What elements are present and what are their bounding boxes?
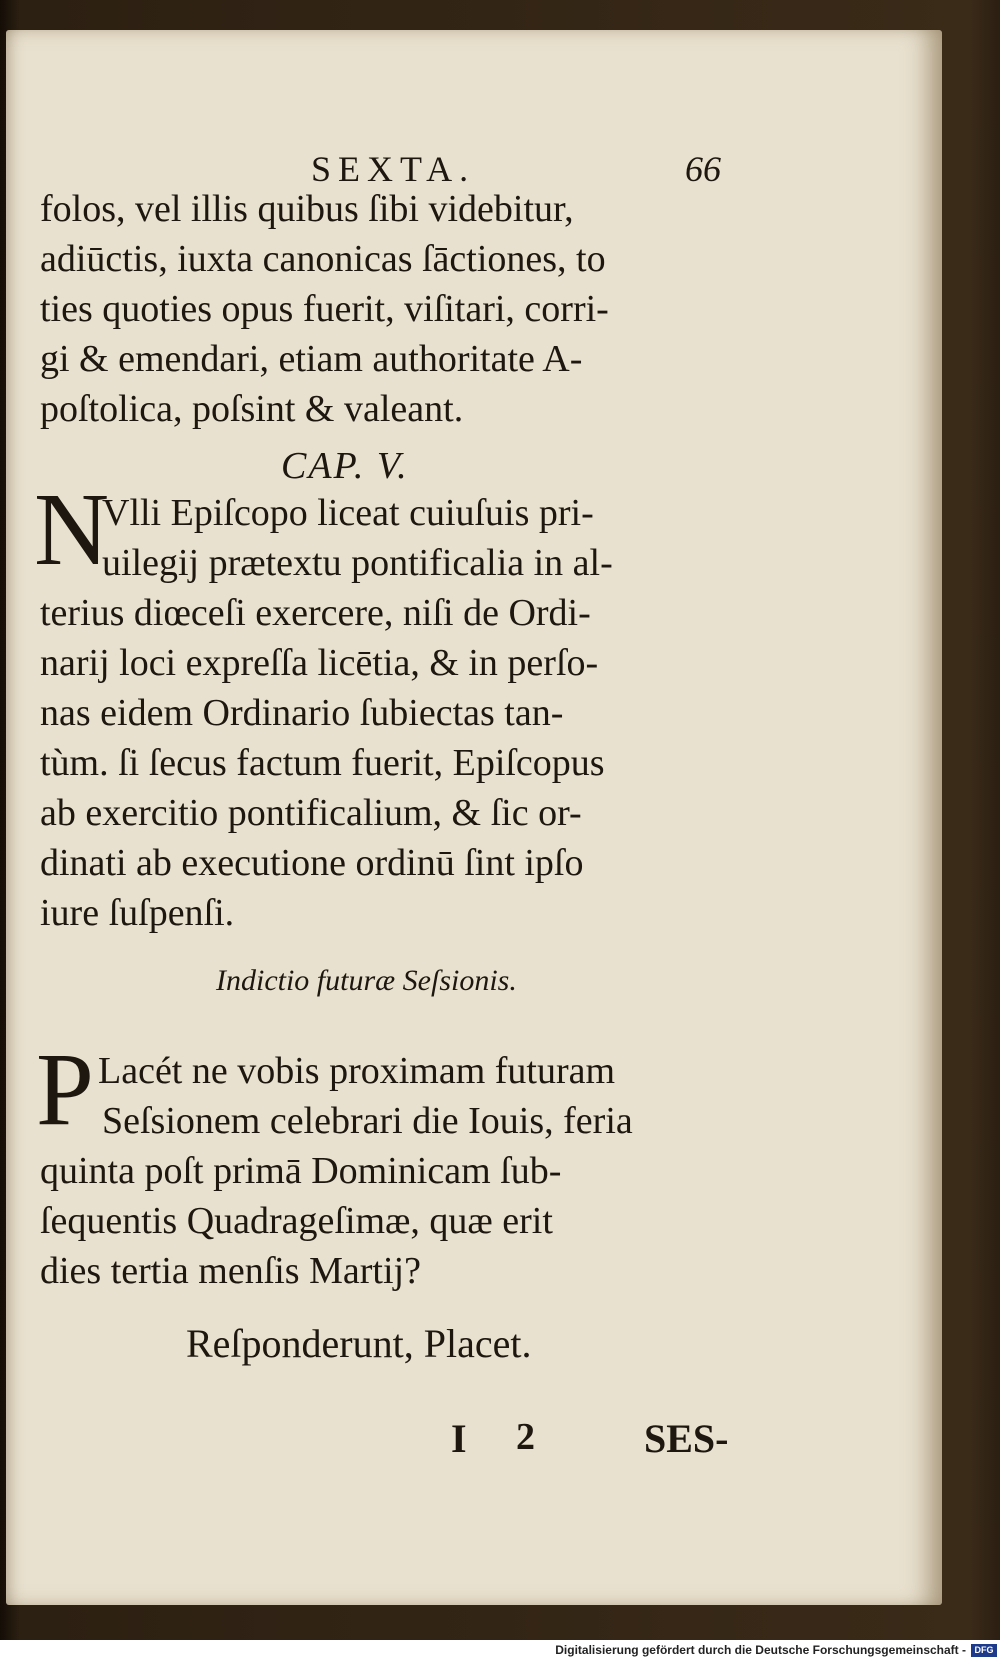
catchword: SES- xyxy=(644,1416,729,1461)
text-line: dinati ab executione ordinū ſint ipſo xyxy=(40,842,584,884)
text-line: ties quoties opus fuerit, viſitari, corri- xyxy=(40,288,609,330)
text-line: dies tertia menſis Martij? xyxy=(40,1250,421,1292)
text-line: gi & emendari, etiam authoritate A- xyxy=(40,338,583,380)
text-line: uilegij prætextu pontificalia in al- xyxy=(102,542,613,584)
page-header xyxy=(311,148,721,190)
digitization-credit-bar xyxy=(0,1640,1000,1660)
text-line: Vlli Epiſcopo liceat cuiuſuis pri- xyxy=(102,492,594,534)
text-line: adiūctis, iuxta canonicas ſāctiones, to xyxy=(40,238,606,280)
text-line: nas eidem Ordinario ſubiectas tan- xyxy=(40,692,564,734)
drop-cap-initial: P xyxy=(36,1032,94,1147)
text-line: Seſsionem celebrari die Iouis, feria xyxy=(102,1100,633,1142)
text-line: poſtolica, poſsint & valeant. xyxy=(40,388,464,430)
text-line: narij loci expreſſa licētia, & in perſo- xyxy=(40,642,599,684)
signature-number: 2 xyxy=(516,1416,535,1458)
text-line: ab exercitio pontificalium, & ſic or- xyxy=(40,792,582,834)
text-line: Lacét ne vobis proximam futuram xyxy=(98,1050,616,1092)
response-line: Reſponderunt, Placet. xyxy=(186,1321,532,1366)
text-line: iure ſuſpenſi. xyxy=(40,892,235,934)
text-line: quinta poſt primā Dominicam ſub- xyxy=(40,1150,562,1192)
drop-cap-initial: N xyxy=(34,472,110,587)
chapter-heading: CAP. V. xyxy=(281,445,409,487)
dfg-logo-icon: DFG xyxy=(971,1644,997,1657)
running-title: SEXTA. xyxy=(311,149,476,189)
digitization-credit: Digitalisierung gefördert durch die Deutsche Forschungsgemeinschaft - xyxy=(555,1643,966,1657)
signature-mark: I xyxy=(451,1416,467,1461)
text-line: folos, vel illis quibus ſibi videbitur, xyxy=(40,188,574,230)
book-page xyxy=(6,30,942,1605)
text-line: terius diœceſi exercere, niſi de Ordi- xyxy=(40,592,591,634)
text-line: tùm. ſi ſecus factum fuerit, Epiſcopus xyxy=(40,742,605,784)
folio-number: 66 xyxy=(685,149,721,189)
text-line: ſequentis Quadrageſimæ, quæ erit xyxy=(40,1200,553,1242)
section-heading: Indictio futuræ Seſsionis. xyxy=(216,964,517,997)
